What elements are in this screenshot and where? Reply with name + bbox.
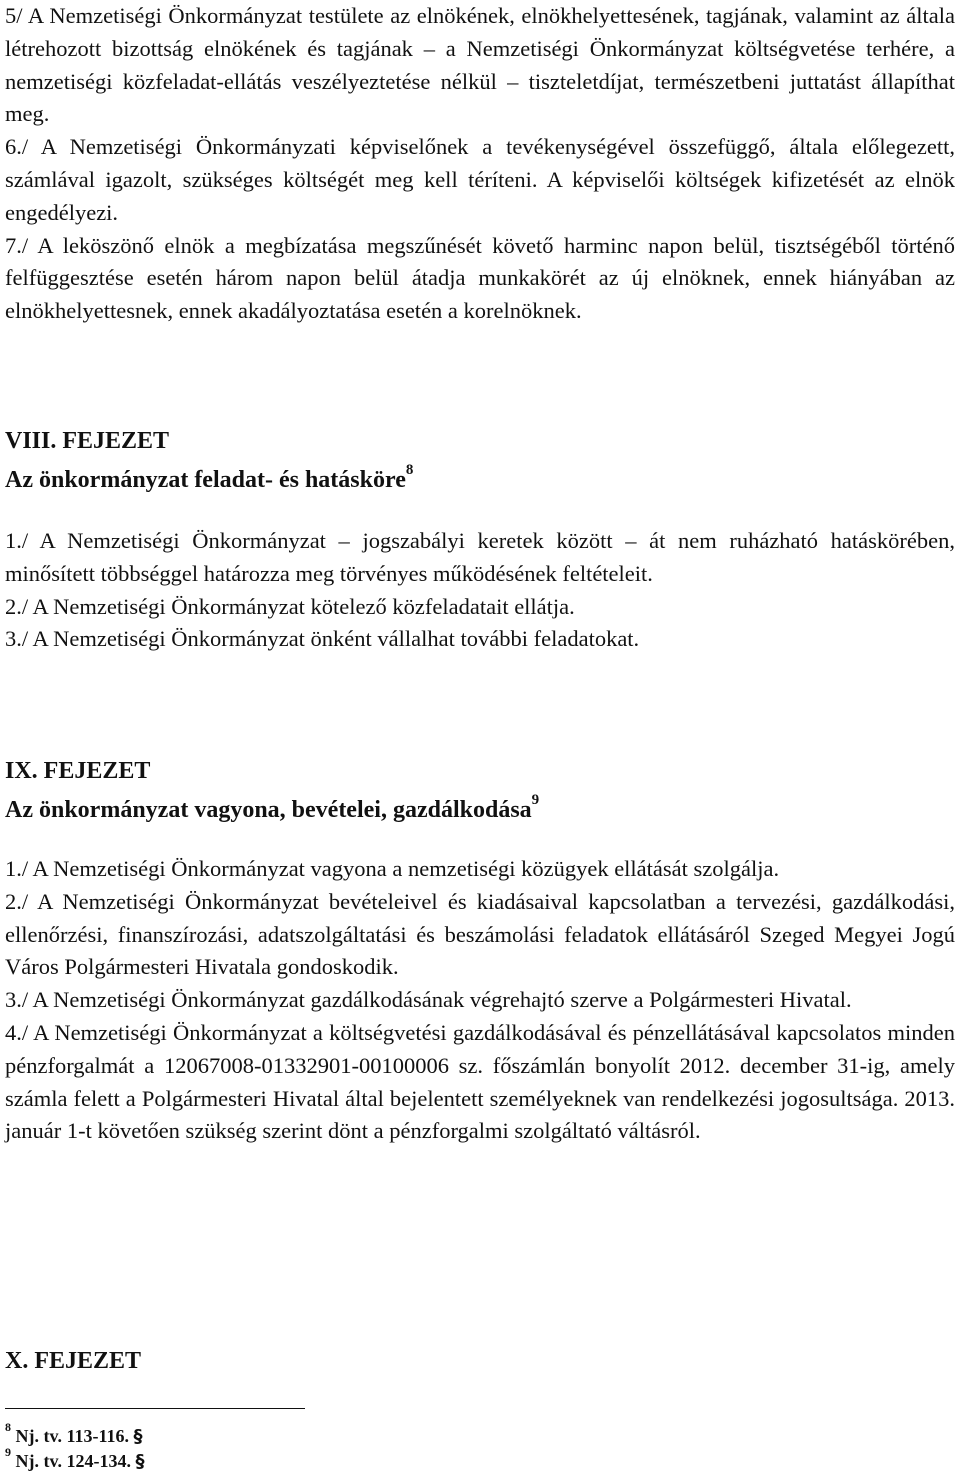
ch8-paragraph-1: 1./ A Nemzetiségi Önkormányzat – jogszabályi keretek között – át nem ruházható hatáskörében, minősített többséggel határozza meg törvényes működésének feltételeit. (5, 528, 955, 586)
chapter-8-heading: VIII. FEJEZET (5, 428, 170, 454)
chapter-8-title-text: Az önkormányzat feladat- és hatásköre (5, 467, 406, 493)
chapter-8-title (5, 458, 413, 496)
footnote-ref-9: 9 (531, 792, 540, 808)
footnote-8-text: Nj. tv. 113-116. (15, 1426, 130, 1446)
chapter-10-heading: X. FEJEZET (5, 1348, 142, 1374)
chapter-9-title-text: Az önkormányzat vagyona, bevételei, gazdálkodása (5, 797, 532, 823)
footnote-8-number: 8 (5, 1420, 11, 1434)
ch9-paragraph-2: 2./ A Nemzetiségi Önkormányzat bevételeivel és kiadásaival kapcsolatban a tervezési, gazdálkodási, ellenőrzési, finanszírozási, adatszolgáltatási és beszámolási feladatok ellátásáról Szeged Megyei Jogú Város Polgármesteri Hivatala gondoskodik. (5, 888, 955, 980)
footnote-9-number: 9 (5, 1445, 11, 1459)
footnote-8-section-symbol: § (133, 1426, 143, 1447)
ch9-paragraph-4: 4./ A Nemzetiségi Önkormányzat a költségvetési gazdálkodásával és pénzellátásával kapcsolatos minden pénzforgalmát a 12067008-01332901-00100006 sz. főszámlán bonyolít 2012. december 31-ig, amely számla felett a Polgármesteri Hivatal által bejelentett személyeknek van rendelkezési jogosultsága. 2013. január 1-t követően szükség szerint dönt a pénzforgalmi szolgáltató váltásról. (5, 1019, 955, 1144)
ch8-paragraph-2: 2./ A Nemzetiségi Önkormányzat kötelező közfeladatait ellátja. (5, 593, 575, 619)
footnote-9-section-symbol: § (135, 1451, 145, 1472)
chapter-9-body (5, 853, 955, 1148)
footnote-9-text: Nj. tv. 124-134. (15, 1451, 131, 1471)
paragraph-6: 6./ A Nemzetiségi Önkormányzati képviselőnek a tevékenységével összefüggő, általa előlegezett, számlával igazolt, szükséges költségét meg kell téríteni. A képviselői költségek kifizetését az elnök engedélyezi. (5, 134, 955, 225)
footnote-ref-8: 8 (405, 462, 414, 478)
ch9-paragraph-3: 3./ A Nemzetiségi Önkormányzat gazdálkodásának végrehajtó szerve a Polgármesteri Hivatal. (5, 987, 852, 1013)
top-section (5, 0, 955, 328)
chapter-8-body (5, 525, 955, 656)
footnote-divider (5, 1408, 305, 1409)
footnote-9 (5, 1444, 145, 1474)
chapter-9-title (5, 788, 539, 826)
ch9-paragraph-1: 1./ A Nemzetiségi Önkormányzat vagyona a nemzetiségi közügyek ellátását szolgálja. (5, 856, 780, 881)
ch8-paragraph-3: 3./ A Nemzetiségi Önkormányzat önként vállalhat további feladatokat. (5, 626, 640, 652)
paragraph-5: 5/ A Nemzetiségi Önkormányzat testülete az elnökének, elnökhelyettesének, tagjának, valamint az általa létrehozott bizottság elnökének és tagjának – a Nemzetiségi Önkormányzat költségvetése terhére, a nemzetiségi közfeladat-ellátás veszélyeztetése nélkül – tiszteletdíjat, természetbeni juttatást állapíthat meg. (5, 3, 955, 127)
paragraph-7: 7./ A leköszönő elnök a megbízatása megszűnését követő harminc napon belül, tisztségéből történő felfüggesztése esetén három napon belül átadja munkakörét az új elnöknek, ennek hiányában az elnökhelyettesnek, ennek akadályoztatása esetén a korelnöknek. (5, 232, 955, 324)
chapter-9-heading: IX. FEJEZET (5, 758, 151, 784)
